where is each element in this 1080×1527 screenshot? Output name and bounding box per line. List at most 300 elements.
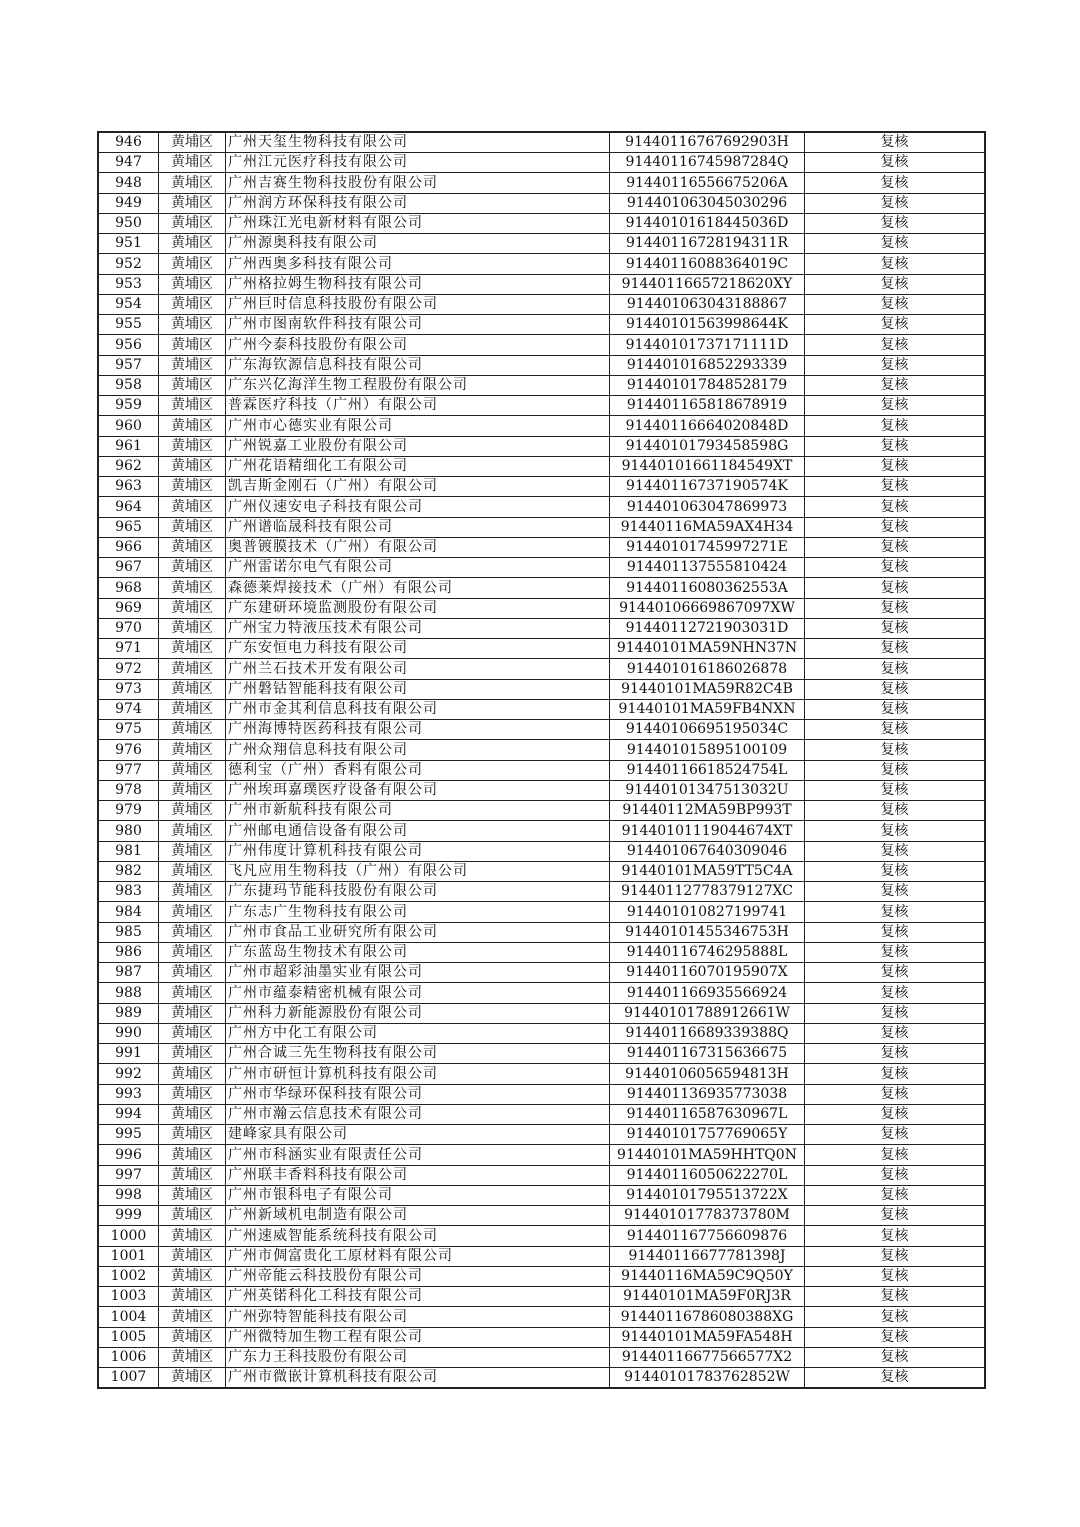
district-cell: 黄埔区 <box>159 1044 226 1064</box>
credit-code-cell: 91440116080362553A <box>610 578 805 598</box>
table-row <box>98 699 985 719</box>
row-number: 995 <box>98 1125 159 1145</box>
company-name-cell: 广州微特加生物工程有限公司 <box>226 1327 610 1347</box>
status-cell: 复核 <box>805 639 986 659</box>
table-row <box>98 1266 985 1286</box>
table-row <box>98 315 985 335</box>
status-cell: 复核 <box>805 922 986 942</box>
table-row <box>98 1064 985 1084</box>
district-cell: 黄埔区 <box>159 902 226 922</box>
credit-code-cell: 91440116677781398J <box>610 1246 805 1266</box>
status-cell: 复核 <box>805 699 986 719</box>
table-row <box>98 578 985 598</box>
row-number: 947 <box>98 153 159 173</box>
table-row <box>98 1327 985 1347</box>
credit-code-cell: 914401136935773038 <box>610 1084 805 1104</box>
row-number: 961 <box>98 436 159 456</box>
table-row <box>98 497 985 517</box>
row-number: 979 <box>98 801 159 821</box>
row-number: 993 <box>98 1084 159 1104</box>
credit-code-cell: 91440116618524754L <box>610 760 805 780</box>
row-number: 996 <box>98 1145 159 1165</box>
status-cell: 复核 <box>805 740 986 760</box>
status-cell: 复核 <box>805 1307 986 1327</box>
district-cell: 黄埔区 <box>159 1003 226 1023</box>
row-number: 969 <box>98 598 159 618</box>
credit-code-cell: 914401016852293339 <box>610 355 805 375</box>
status-cell: 复核 <box>805 315 986 335</box>
district-cell: 黄埔区 <box>159 213 226 233</box>
company-name-cell: 普霖医疗科技（广州）有限公司 <box>226 396 610 416</box>
district-cell: 黄埔区 <box>159 1185 226 1205</box>
credit-code-cell: 914401063043188867 <box>610 294 805 314</box>
credit-code-cell: 914401067640309046 <box>610 841 805 861</box>
company-name-cell: 广州仪速安电子科技有限公司 <box>226 497 610 517</box>
status-cell: 复核 <box>805 497 986 517</box>
row-number: 951 <box>98 234 159 254</box>
row-number: 972 <box>98 659 159 679</box>
status-cell: 复核 <box>805 598 986 618</box>
credit-code-cell: 914401167756609876 <box>610 1226 805 1246</box>
credit-code-cell: 91440101MA59FA548H <box>610 1327 805 1347</box>
district-cell: 黄埔区 <box>159 963 226 983</box>
district-cell: 黄埔区 <box>159 801 226 821</box>
credit-code-cell: 91440101737171111D <box>610 335 805 355</box>
credit-code-cell: 914401063045030296 <box>610 193 805 213</box>
credit-code-cell: 91440106695195034C <box>610 720 805 740</box>
row-number: 999 <box>98 1206 159 1226</box>
district-cell: 黄埔区 <box>159 1307 226 1327</box>
credit-code-cell: 91440116664020848D <box>610 416 805 436</box>
status-cell: 复核 <box>805 213 986 233</box>
company-name-cell: 广州合诚三先生物科技有限公司 <box>226 1044 610 1064</box>
status-cell: 复核 <box>805 1368 986 1389</box>
status-cell: 复核 <box>805 821 986 841</box>
company-name-cell: 广州市心德实业有限公司 <box>226 416 610 436</box>
company-name-cell: 广州市银科电子有限公司 <box>226 1185 610 1205</box>
company-name-cell: 森德莱焊接技术（广州）有限公司 <box>226 578 610 598</box>
district-cell: 黄埔区 <box>159 1104 226 1124</box>
status-cell: 复核 <box>805 537 986 557</box>
company-name-cell: 广州市新航科技有限公司 <box>226 801 610 821</box>
table-row <box>98 1104 985 1124</box>
table-row <box>98 558 985 578</box>
row-number: 1004 <box>98 1307 159 1327</box>
district-cell: 黄埔区 <box>159 193 226 213</box>
district-cell: 黄埔区 <box>159 1266 226 1286</box>
table-row <box>98 517 985 537</box>
district-cell: 黄埔区 <box>159 618 226 638</box>
district-cell: 黄埔区 <box>159 497 226 517</box>
district-cell: 黄埔区 <box>159 882 226 902</box>
row-number: 1003 <box>98 1287 159 1307</box>
company-name-cell: 广东志广生物科技有限公司 <box>226 902 610 922</box>
table-row <box>98 740 985 760</box>
company-name-cell: 广东力王科技股份有限公司 <box>226 1347 610 1367</box>
district-cell: 黄埔区 <box>159 1327 226 1347</box>
credit-code-cell: 91440112778379127XC <box>610 882 805 902</box>
credit-code-cell: 91440101MA59HHTQ0N <box>610 1145 805 1165</box>
row-number: 980 <box>98 821 159 841</box>
credit-code-cell: 91440116MA59AX4H34 <box>610 517 805 537</box>
company-name-cell: 广州西奥多科技有限公司 <box>226 254 610 274</box>
district-cell: 黄埔区 <box>159 315 226 335</box>
table-row <box>98 1185 985 1205</box>
status-cell: 复核 <box>805 274 986 294</box>
district-cell: 黄埔区 <box>159 436 226 456</box>
company-name-cell: 广州帝能云科技股份有限公司 <box>226 1266 610 1286</box>
table-row <box>98 1206 985 1226</box>
credit-code-cell: 914401165818678919 <box>610 396 805 416</box>
status-cell: 复核 <box>805 1327 986 1347</box>
table-row <box>98 983 985 1003</box>
status-cell: 复核 <box>805 1347 986 1367</box>
status-cell: 复核 <box>805 882 986 902</box>
company-name-cell: 广东建研环境监测股份有限公司 <box>226 598 610 618</box>
company-name-cell: 广州市微嵌计算机科技有限公司 <box>226 1368 610 1389</box>
district-cell: 黄埔区 <box>159 1064 226 1084</box>
table-row <box>98 922 985 942</box>
status-cell: 复核 <box>805 1266 986 1286</box>
credit-code-cell: 91440116657218620XY <box>610 274 805 294</box>
status-cell: 复核 <box>805 861 986 881</box>
district-cell: 黄埔区 <box>159 578 226 598</box>
row-number: 973 <box>98 679 159 699</box>
status-cell: 复核 <box>805 720 986 740</box>
status-cell: 复核 <box>805 335 986 355</box>
district-cell: 黄埔区 <box>159 537 226 557</box>
credit-code-cell: 91440116677566577X2 <box>610 1347 805 1367</box>
status-cell: 复核 <box>805 375 986 395</box>
credit-code-cell: 91440106669867097XW <box>610 598 805 618</box>
status-cell: 复核 <box>805 132 986 153</box>
status-cell: 复核 <box>805 902 986 922</box>
company-name-cell: 广州市科涵实业有限责任公司 <box>226 1145 610 1165</box>
company-name-cell: 奥普镀膜技术（广州）有限公司 <box>226 537 610 557</box>
company-name-cell: 广州弥特智能科技有限公司 <box>226 1307 610 1327</box>
district-cell: 黄埔区 <box>159 1246 226 1266</box>
district-cell: 黄埔区 <box>159 1226 226 1246</box>
table-row <box>98 1145 985 1165</box>
district-cell: 黄埔区 <box>159 740 226 760</box>
row-number: 970 <box>98 618 159 638</box>
company-name-cell: 广州源奥科技有限公司 <box>226 234 610 254</box>
company-name-cell: 广州市超彩油墨实业有限公司 <box>226 963 610 983</box>
company-name-cell: 广州市华绿环保科技有限公司 <box>226 1084 610 1104</box>
row-number: 992 <box>98 1064 159 1084</box>
table-row <box>98 153 985 173</box>
status-cell: 复核 <box>805 1246 986 1266</box>
credit-code-cell: 91440101MA59FB4NXN <box>610 699 805 719</box>
row-number: 977 <box>98 760 159 780</box>
table-row <box>98 436 985 456</box>
table-row <box>98 1044 985 1064</box>
status-cell: 复核 <box>805 1003 986 1023</box>
company-name-cell: 广州邮电通信设备有限公司 <box>226 821 610 841</box>
row-number: 950 <box>98 213 159 233</box>
row-number: 976 <box>98 740 159 760</box>
table-row <box>98 396 985 416</box>
table-row <box>98 760 985 780</box>
district-cell: 黄埔区 <box>159 396 226 416</box>
credit-code-cell: 91440116088364019C <box>610 254 805 274</box>
row-number: 994 <box>98 1104 159 1124</box>
credit-code-cell: 91440116070195907X <box>610 963 805 983</box>
credit-code-cell: 91440116745987284Q <box>610 153 805 173</box>
row-number: 986 <box>98 942 159 962</box>
credit-code-cell: 91440116556675206A <box>610 173 805 193</box>
row-number: 955 <box>98 315 159 335</box>
row-number: 960 <box>98 416 159 436</box>
table-row <box>98 780 985 800</box>
table-row <box>98 274 985 294</box>
row-number: 988 <box>98 983 159 1003</box>
district-cell: 黄埔区 <box>159 375 226 395</box>
row-number: 987 <box>98 963 159 983</box>
credit-code-cell: 914401015895100109 <box>610 740 805 760</box>
credit-code-cell: 91440106056594813H <box>610 1064 805 1084</box>
status-cell: 复核 <box>805 436 986 456</box>
district-cell: 黄埔区 <box>159 274 226 294</box>
status-cell: 复核 <box>805 1226 986 1246</box>
district-cell: 黄埔区 <box>159 841 226 861</box>
row-number: 952 <box>98 254 159 274</box>
status-cell: 复核 <box>805 780 986 800</box>
status-cell: 复核 <box>805 1287 986 1307</box>
credit-code-cell: 91440116587630967L <box>610 1104 805 1124</box>
status-cell: 复核 <box>805 173 986 193</box>
district-cell: 黄埔区 <box>159 922 226 942</box>
company-name-cell: 广州伟度计算机科技有限公司 <box>226 841 610 861</box>
table-row <box>98 1084 985 1104</box>
row-number: 1005 <box>98 1327 159 1347</box>
district-cell: 黄埔区 <box>159 760 226 780</box>
company-name-cell: 广州巨时信息科技股份有限公司 <box>226 294 610 314</box>
company-name-cell: 广州兰石技术开发有限公司 <box>226 659 610 679</box>
credit-code-cell: 91440101563998644K <box>610 315 805 335</box>
table-row <box>98 173 985 193</box>
company-name-cell: 广东安恒电力科技有限公司 <box>226 639 610 659</box>
district-cell: 黄埔区 <box>159 456 226 476</box>
status-cell: 复核 <box>805 578 986 598</box>
district-cell: 黄埔区 <box>159 173 226 193</box>
table-row <box>98 213 985 233</box>
credit-code-cell: 91440101793458598G <box>610 436 805 456</box>
company-name-cell: 广州锐嘉工业股份有限公司 <box>226 436 610 456</box>
credit-code-cell: 91440101MA59F0RJ3R <box>610 1287 805 1307</box>
credit-code-cell: 914401063047869973 <box>610 497 805 517</box>
row-number: 981 <box>98 841 159 861</box>
credit-code-cell: 91440101788912661W <box>610 1003 805 1023</box>
credit-code-cell: 914401166935566924 <box>610 983 805 1003</box>
table-row <box>98 1165 985 1185</box>
district-cell: 黄埔区 <box>159 1125 226 1145</box>
status-cell: 复核 <box>805 659 986 679</box>
table-row <box>98 1226 985 1246</box>
district-cell: 黄埔区 <box>159 1145 226 1165</box>
row-number: 959 <box>98 396 159 416</box>
row-number: 1002 <box>98 1266 159 1286</box>
district-cell: 黄埔区 <box>159 861 226 881</box>
district-cell: 黄埔区 <box>159 942 226 962</box>
status-cell: 复核 <box>805 1064 986 1084</box>
district-cell: 黄埔区 <box>159 720 226 740</box>
status-cell: 复核 <box>805 963 986 983</box>
credit-code-cell: 914401010827199741 <box>610 902 805 922</box>
district-cell: 黄埔区 <box>159 821 226 841</box>
company-name-cell: 广州谱临晟科技有限公司 <box>226 517 610 537</box>
table-row <box>98 1246 985 1266</box>
status-cell: 复核 <box>805 841 986 861</box>
credit-code-cell: 91440101119044674XT <box>610 821 805 841</box>
credit-code-cell: 91440101347513032U <box>610 780 805 800</box>
district-cell: 黄埔区 <box>159 294 226 314</box>
table-row <box>98 193 985 213</box>
credit-code-cell: 91440112721903031D <box>610 618 805 638</box>
row-number: 954 <box>98 294 159 314</box>
company-name-cell: 广州联丰香料科技有限公司 <box>226 1165 610 1185</box>
table-row <box>98 639 985 659</box>
company-name-cell: 广东蓝岛生物技术有限公司 <box>226 942 610 962</box>
status-cell: 复核 <box>805 355 986 375</box>
company-name-cell: 广州速威智能系统科技有限公司 <box>226 1226 610 1246</box>
company-name-cell: 广州新域机电制造有限公司 <box>226 1206 610 1226</box>
table-body <box>98 132 985 1388</box>
district-cell: 黄埔区 <box>159 254 226 274</box>
table-row <box>98 861 985 881</box>
credit-code-cell: 91440116767692903H <box>610 132 805 153</box>
company-name-cell: 广州市金其利信息科技有限公司 <box>226 699 610 719</box>
table-row <box>98 659 985 679</box>
table-row <box>98 477 985 497</box>
credit-code-cell: 91440116050622270L <box>610 1165 805 1185</box>
district-cell: 黄埔区 <box>159 983 226 1003</box>
district-cell: 黄埔区 <box>159 1084 226 1104</box>
row-number: 966 <box>98 537 159 557</box>
row-number: 989 <box>98 1003 159 1023</box>
status-cell: 复核 <box>805 517 986 537</box>
credit-code-cell: 91440116786080388XG <box>610 1307 805 1327</box>
row-number: 953 <box>98 274 159 294</box>
row-number: 962 <box>98 456 159 476</box>
company-name-cell: 广州埃珥嘉璞医疗设备有限公司 <box>226 780 610 800</box>
row-number: 985 <box>98 922 159 942</box>
table-row <box>98 821 985 841</box>
table-row <box>98 234 985 254</box>
table-row <box>98 942 985 962</box>
district-cell: 黄埔区 <box>159 517 226 537</box>
table-row <box>98 1023 985 1043</box>
company-name-cell: 广东海钦源信息科技有限公司 <box>226 355 610 375</box>
row-number: 1007 <box>98 1368 159 1389</box>
row-number: 964 <box>98 497 159 517</box>
district-cell: 黄埔区 <box>159 234 226 254</box>
district-cell: 黄埔区 <box>159 132 226 153</box>
row-number: 957 <box>98 355 159 375</box>
table-row <box>98 456 985 476</box>
status-cell: 复核 <box>805 234 986 254</box>
district-cell: 黄埔区 <box>159 1368 226 1389</box>
credit-code-cell: 91440101783762852W <box>610 1368 805 1389</box>
company-name-cell: 广州市研恒计算机科技有限公司 <box>226 1064 610 1084</box>
row-number: 998 <box>98 1185 159 1205</box>
credit-code-cell: 91440116689339388Q <box>610 1023 805 1043</box>
company-name-cell: 广州市蕴泰精密机械有限公司 <box>226 983 610 1003</box>
row-number: 956 <box>98 335 159 355</box>
table-row <box>98 801 985 821</box>
row-number: 997 <box>98 1165 159 1185</box>
company-name-cell: 广州花语精细化工有限公司 <box>226 456 610 476</box>
status-cell: 复核 <box>805 558 986 578</box>
status-cell: 复核 <box>805 942 986 962</box>
district-cell: 黄埔区 <box>159 153 226 173</box>
company-name-cell: 广州格拉姆生物科技有限公司 <box>226 274 610 294</box>
credit-code-cell: 91440101MA59R82C4B <box>610 679 805 699</box>
company-name-cell: 广州众翔信息科技有限公司 <box>226 740 610 760</box>
table-row <box>98 902 985 922</box>
district-cell: 黄埔区 <box>159 1023 226 1043</box>
company-name-cell: 广州天玺生物科技有限公司 <box>226 132 610 153</box>
row-number: 963 <box>98 477 159 497</box>
credit-code-cell: 91440101618445036D <box>610 213 805 233</box>
district-cell: 黄埔区 <box>159 780 226 800</box>
row-number: 990 <box>98 1023 159 1043</box>
table-row <box>98 720 985 740</box>
credit-code-cell: 91440116728194311R <box>610 234 805 254</box>
credit-code-cell: 91440101MA59NHN37N <box>610 639 805 659</box>
status-cell: 复核 <box>805 477 986 497</box>
company-name-cell: 广州润方环保科技有限公司 <box>226 193 610 213</box>
table-row <box>98 1347 985 1367</box>
row-number: 946 <box>98 132 159 153</box>
table-row <box>98 1125 985 1145</box>
table-row <box>98 132 985 153</box>
table-row <box>98 355 985 375</box>
table-row <box>98 1003 985 1023</box>
row-number: 974 <box>98 699 159 719</box>
table-row <box>98 254 985 274</box>
company-name-cell: 广州海博特医药科技有限公司 <box>226 720 610 740</box>
district-cell: 黄埔区 <box>159 477 226 497</box>
status-cell: 复核 <box>805 1044 986 1064</box>
company-name-cell: 广州宝力特液压技术有限公司 <box>226 618 610 638</box>
status-cell: 复核 <box>805 1145 986 1165</box>
table-row <box>98 598 985 618</box>
credit-code-cell: 91440101661184549XT <box>610 456 805 476</box>
status-cell: 复核 <box>805 456 986 476</box>
credit-code-cell: 91440116746295888L <box>610 942 805 962</box>
status-cell: 复核 <box>805 193 986 213</box>
table-row <box>98 294 985 314</box>
company-name-cell: 飞凡应用生物科技（广州）有限公司 <box>226 861 610 881</box>
company-name-cell: 广州英锘科化工科技有限公司 <box>226 1287 610 1307</box>
credit-code-cell: 91440101757769065Y <box>610 1125 805 1145</box>
table-row <box>98 882 985 902</box>
table-row <box>98 1368 985 1389</box>
district-cell: 黄埔区 <box>159 355 226 375</box>
district-cell: 黄埔区 <box>159 558 226 578</box>
company-name-cell: 凯吉斯金刚石（广州）有限公司 <box>226 477 610 497</box>
row-number: 971 <box>98 639 159 659</box>
company-name-cell: 广东兴亿海洋生物工程股份有限公司 <box>226 375 610 395</box>
row-number: 978 <box>98 780 159 800</box>
company-name-cell: 广州吉赛生物科技股份有限公司 <box>226 173 610 193</box>
table-row <box>98 1287 985 1307</box>
table-row <box>98 618 985 638</box>
credit-code-cell: 91440101795513722X <box>610 1185 805 1205</box>
row-number: 984 <box>98 902 159 922</box>
company-name-cell: 广州市瀚云信息技术有限公司 <box>226 1104 610 1124</box>
